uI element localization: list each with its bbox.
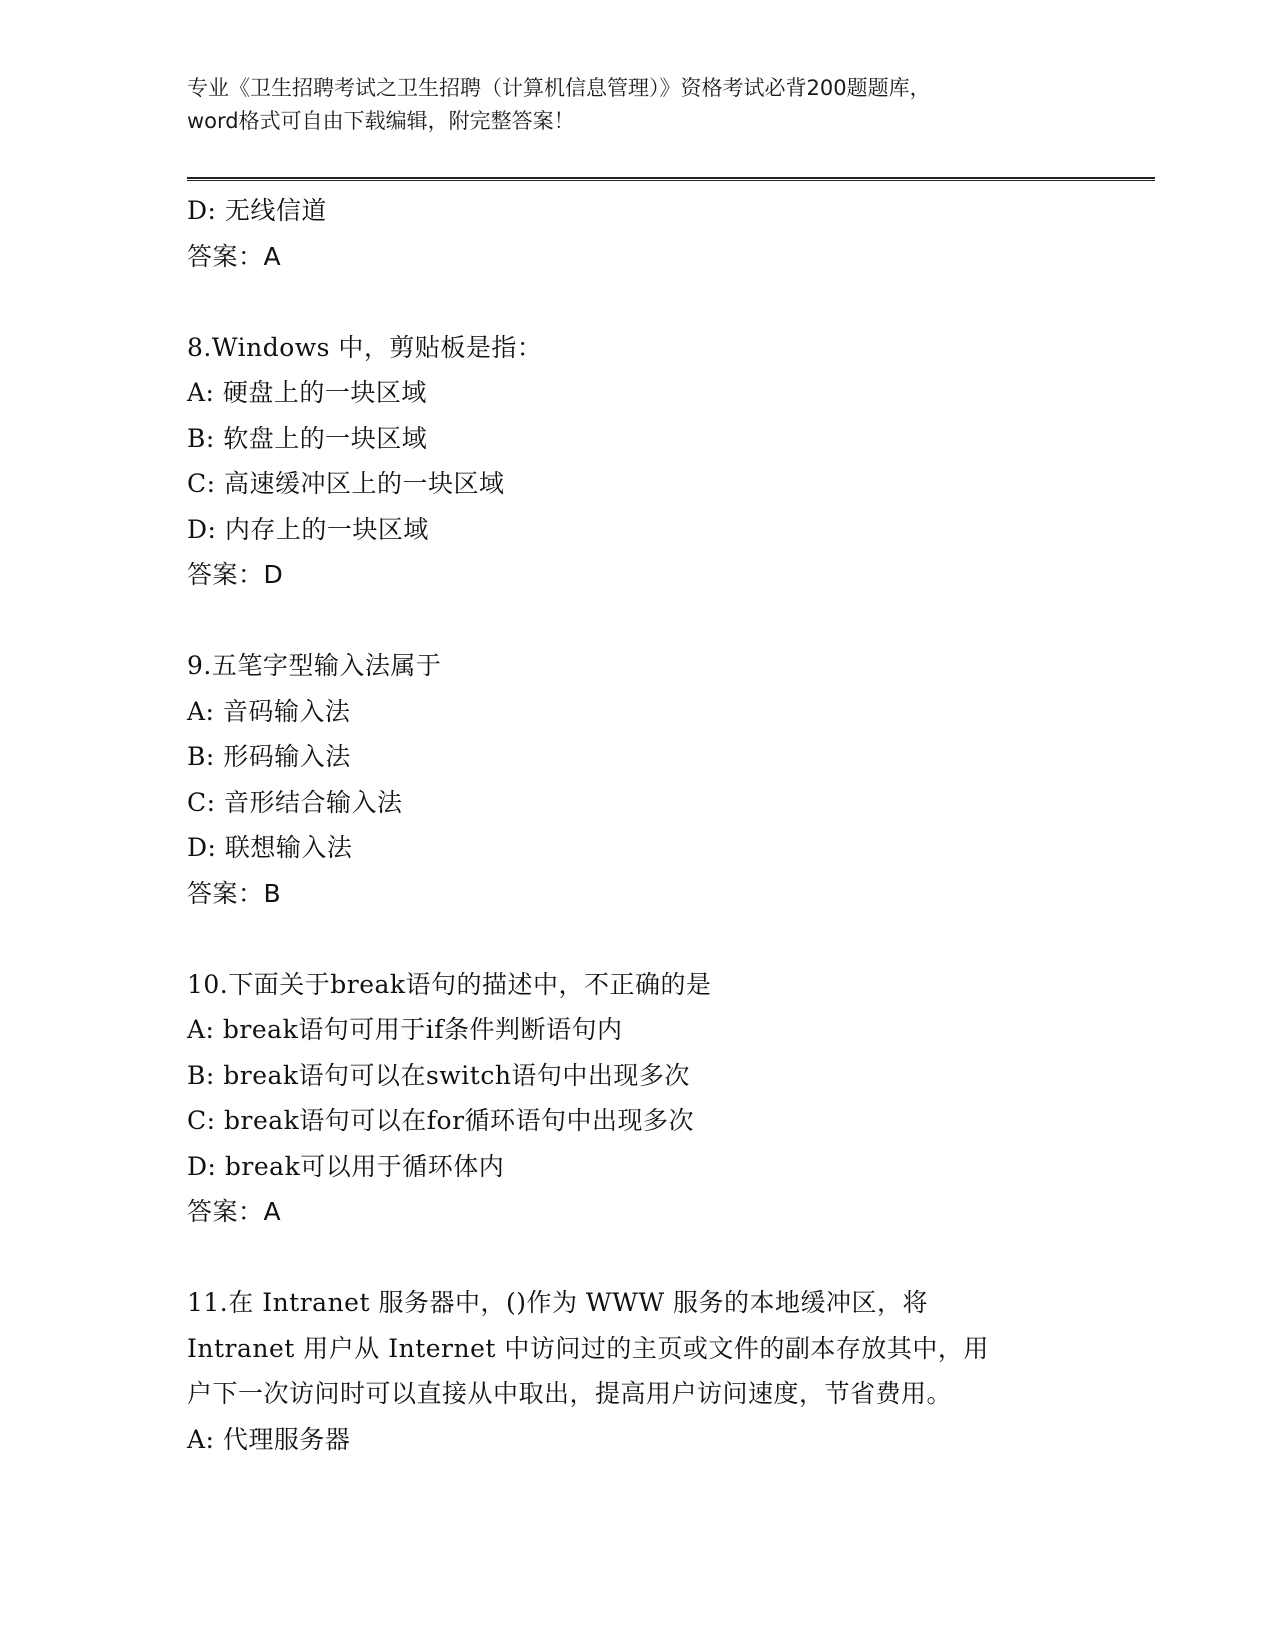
q9-option-c: C: 音形结合输入法 — [187, 787, 403, 817]
question-11 — [187, 1280, 1107, 1462]
document-header — [187, 72, 1087, 138]
q8-option-b: B: 软盘上的一块区域 — [187, 423, 428, 453]
question-9 — [187, 643, 1107, 916]
q10-option-d: D: break可以用于循环体内 — [187, 1151, 505, 1181]
q8-option-c: C: 高速缓冲区上的一块区域 — [187, 469, 505, 498]
spacer — [187, 279, 1107, 325]
q9-option-b: B: 形码输入法 — [187, 742, 351, 771]
q11-option-a: A: 代理服务器 — [187, 1424, 351, 1454]
header-title-line-1: 专业《卫生招聘考试之卫生招聘（计算机信息管理）》资格考试必背200题题库， — [187, 76, 931, 100]
question-10 — [187, 962, 1107, 1235]
q11-stem-line-1: 11.在 Intranet 服务器中，()作为 WWW 服务的本地缓冲区，将 — [187, 1288, 928, 1317]
spacer — [187, 1235, 1107, 1281]
spacer — [187, 598, 1107, 644]
q8-option-d: D: 内存上的一块区域 — [187, 514, 429, 544]
q11-stem — [187, 1280, 1087, 1417]
spacer — [187, 916, 1107, 962]
q8-answer: 答案：D — [187, 560, 284, 589]
q10-option-c: C: break语句可以在for循环语句中出现多次 — [187, 1106, 695, 1135]
q9-stem: 9.五笔字型输入法属于 — [187, 651, 442, 680]
header-title-line-2: word格式可自由下载编辑，附完整答案！ — [187, 109, 575, 133]
question-8 — [187, 325, 1107, 598]
q8-option-a: A: 硬盘上的一块区域 — [187, 378, 427, 407]
q7-answer: 答案：A — [187, 241, 282, 271]
q10-option-a: A: break语句可用于if条件判断语句内 — [187, 1015, 623, 1044]
q9-option-d: D: 联想输入法 — [187, 833, 353, 862]
q9-answer: 答案：B — [187, 878, 282, 908]
q8-stem: 8.Windows 中，剪贴板是指： — [187, 332, 543, 362]
q10-option-b: B: break语句可以在switch语句中出现多次 — [187, 1060, 690, 1090]
q11-stem-line-2: Intranet 用户从 Internet 中访问过的主页或文件的副本存放其中，用 — [187, 1333, 989, 1363]
q10-stem: 10.下面关于break语句的描述中，不正确的是 — [187, 969, 712, 999]
q7-option-d: D: 无线信道 — [187, 196, 327, 225]
q11-stem-line-3: 户下一次访问时可以直接从中取出，提高用户访问速度，节省费用。 — [187, 1379, 953, 1408]
question-list — [187, 188, 1107, 1462]
q9-option-a: A: 音码输入法 — [187, 696, 351, 726]
q10-answer: 答案：A — [187, 1197, 282, 1226]
header-divider — [187, 177, 1155, 181]
